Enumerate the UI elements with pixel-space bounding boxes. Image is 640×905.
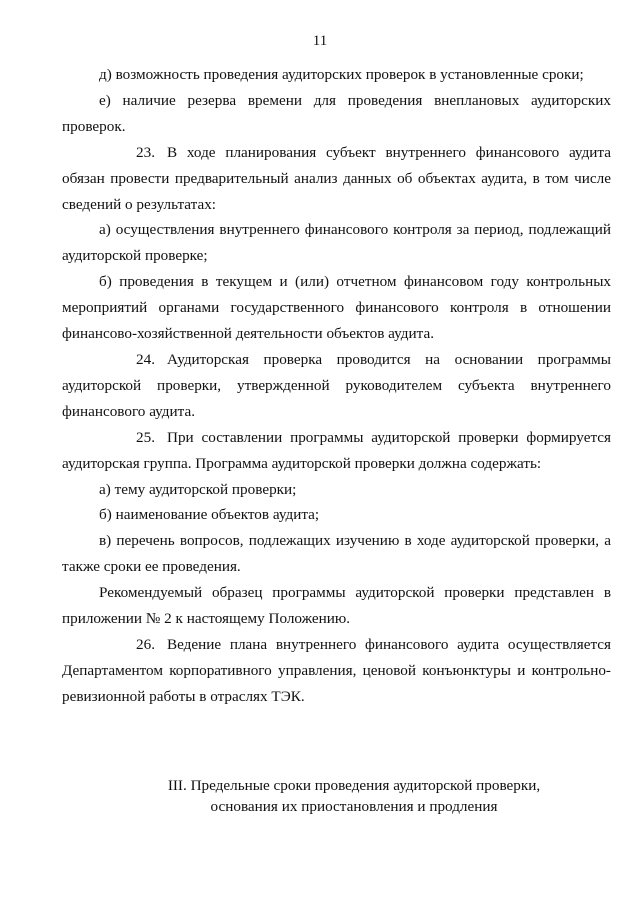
paragraph-25-b: б) наименование объектов аудита;	[99, 506, 320, 524]
paragraph-25	[62, 425, 611, 477]
document-body	[62, 62, 611, 710]
paragraph-24	[62, 347, 611, 425]
paragraph-d: д) возможность проведения аудиторских проверок в установленные сроки;	[99, 66, 584, 83]
paragraph-26-number: 26.	[136, 635, 155, 653]
paragraph-25-a: а) тему аудиторской проверки;	[99, 480, 297, 498]
paragraph-25-c: в) перечень вопросов, подлежащих изучению в ходе аудиторской проверки, а также сроки ее проведения.	[62, 532, 611, 576]
paragraph-23	[62, 140, 611, 218]
paragraph-26-text: Ведение плана внутреннего финансового аудита осуществляется Департаментом корпоративного управления, ценовой конъюнктуры и контрольно-ревизионной работы в отраслях ТЭК.	[62, 635, 611, 705]
paragraph-23-b: б) проведения в текущем и (или) отчетном финансовом году контрольных мероприятий органами государственного финансового контроля в отношении финансово-хозяйственной деятельности объектов аудита.	[62, 273, 611, 343]
paragraph-24-number: 24.	[136, 350, 155, 368]
section-heading-line-2: основания их приостановления и продления	[210, 798, 498, 815]
paragraph-25-text: При составлении программы аудиторской проверки формируется аудиторская группа. Программа аудиторской проверки должна содержать:	[62, 428, 611, 472]
paragraph-24-text: Аудиторская проверка проводится на основании программы аудиторской проверки, утвержденной руководителем субъекта внутреннего финансового аудита.	[62, 350, 611, 420]
paragraph-26	[62, 632, 611, 710]
paragraph-25-number: 25.	[136, 428, 155, 446]
paragraph-23-a: а) осуществления внутреннего финансового контроля за период, подлежащий аудиторской проверке;	[62, 221, 611, 265]
paragraph-e: е) наличие резерва времени для проведения внеплановых аудиторских проверок.	[62, 91, 611, 135]
paragraph-23-text: В ходе планирования субъект внутреннего финансового аудита обязан провести предварительный анализ данных об объектах аудита, в том числе сведений о результатах:	[62, 143, 611, 213]
section-heading	[0, 775, 640, 817]
page-number: 11	[312, 33, 328, 49]
paragraph-23-number: 23.	[136, 143, 155, 161]
paragraph-25-recommendation: Рекомендуемый образец программы аудиторской проверки представлен в приложении № 2 к настоящему Положению.	[62, 584, 611, 628]
section-heading-line-1: III. Предельные сроки проведения аудиторской проверки,	[167, 777, 541, 794]
